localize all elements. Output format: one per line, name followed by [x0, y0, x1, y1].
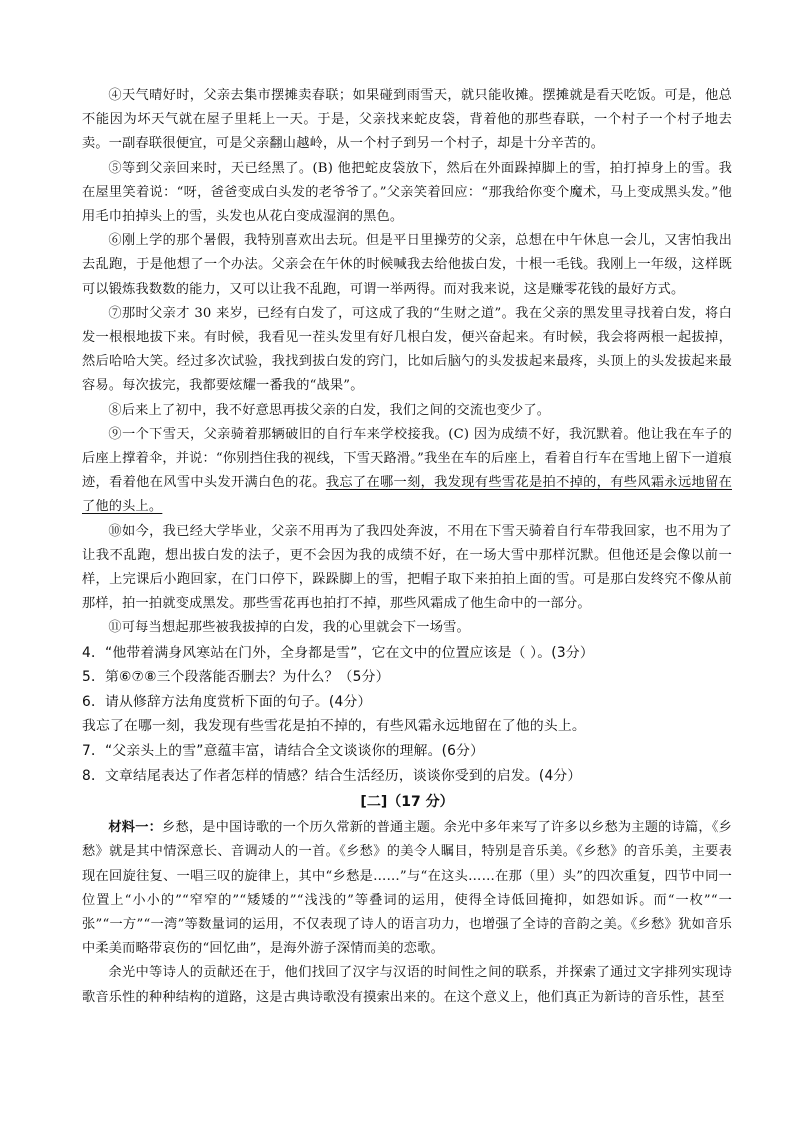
material-1-paragraph-2: 余光中等诗人的贡献还在于，他们找回了汉字与汉语的时间性之间的联系，并探索了通过文字排列实现诗歌音乐性的种种结构的道路，这是古典诗歌没有摸索出来的。在这个意义上，他们真正为新诗的音乐性，甚至 — [82, 965, 732, 1005]
passage-paragraph-11: ⑪可每当想起那些被我拔掉的白发，我的心里就会下一场雪。 — [108, 620, 470, 636]
question-4: 4．“他带着满身风寒站在门外，全身都是雪”，它在文中的位置应该是（ ）。(3分） — [82, 644, 594, 661]
material-1-text: 乡愁，是中国诗歌的一个历久常新的普通主题。余光中多年来写了许多以乡愁为主题的诗篇，《乡愁》就是其中情深意长、音调动人的一首。《乡愁》的美令人瞩目，特别是音乐美。《乡愁》的音乐美，主要表现在回旋往复、一唱三叹的旋律上，其中“乡愁是……”与“在这头……在那（里）头”的四次重复，四节中同一位置上“小小的”“窄窄的”“矮矮的”“浅浅的”等叠词的运用，使得全诗低回掩抑，如怨如诉。而“一枚”“一张”“一方”“一湾”等数量词的运用，不仅表现了诗人的语言功力，也增强了全诗的音韵之美。《乡愁》犹如音乐中柔美而略带哀伤的“回忆曲”，是海外游子深情而美的恋歌。 — [82, 820, 732, 957]
passage-paragraph-8: ⑧后来上了初中，我不好意思再拔父亲的白发，我们之间的交流也变少了。 — [108, 402, 551, 418]
passage-paragraph-4: ④天气晴好时，父亲去集市摆摊卖春联；如果碰到雨雪天，就只能收摊。摆摊就是看天吃饭。可是，他总不能因为坏天气就在屋子里耗上一天。于是，父亲找来蛇皮袋，背着他的那些春联，一个村子一个村子地去卖。一副春联很便宜，可是父亲翻山越岭，从一个村子到另一个村子，却是十分辛苦的。 — [82, 88, 732, 152]
underlined-sentence: 我忘了在哪一刻，我发现有些雪花是拍不掉的，有些风霜永远地留在了他的头上。 — [82, 475, 732, 515]
section-2-title: [二]（17 分） — [360, 794, 454, 811]
passage-paragraph-6: ⑥刚上学的那个暑假，我特别喜欢出去玩。但是平日里操劳的父亲，总想在中午休息一会儿，又害怕我出去乱跑，于是他想了一个办法。父亲会在午休的时候喊我去给他拔白发，十根一毛钱。我刚上一年级，这样既可以锻炼我数数的能力，又可以让我不乱跑，可谓一举两得。而对我来说，这是赚零花钱的最好方式。 — [82, 233, 732, 297]
passage-paragraph-7: ⑦那时父亲才 30 来岁，已经有白发了，可这成了我的“生财之道”。我在父亲的黑发里寻找着白发，将白发一根根地拔下来。有时候，我看见一茬头发里有好几根白发，便兴奋起来。有时候，我会将两根一起拔掉，然后哈哈大笑。经过多次试验，我找到拔白发的窍门，比如后脑勺的头发拔起来最疼，头顶上的头发拔起来最容易。每次拔完，我都要炫耀一番我的“战果”。 — [82, 305, 732, 394]
passage-paragraph-9 — [82, 423, 732, 520]
material-1-paragraph — [82, 816, 732, 961]
question-5: 5．第⑥⑦⑧三个段落能否删去？为什么？（5分） — [82, 669, 390, 686]
exam-page — [82, 84, 732, 1010]
question-7: 7．“父亲头上的雪”意蕴丰富，请结合全文谈谈你的理解。(6分） — [82, 743, 485, 760]
question-6: 6．请从修辞方法角度赏析下面的句子。(4分） — [82, 693, 372, 710]
passage-paragraph-5: ⑤等到父亲回来时，天已经黑了。(B) 他把蛇皮袋放下，然后在外面跺掉脚上的雪，拍打掉身上的雪。我在屋里笑着说：“呀，爸爸变成白头发的老爷爷了。”父亲笑着回应：“那我给你变个魔术，马上变成黑头发。”他用毛巾拍掉头上的雪，头发也从花白变成湿润的黑色。 — [82, 160, 732, 225]
question-8: 8．文章结尾表达了作者怎样的情感？结合生活经历，谈谈你受到的启发。(4分） — [82, 767, 582, 784]
material-1-label: 材料一： — [108, 820, 163, 836]
passage-paragraph-10: ⑩如今，我已经大学毕业，父亲不用再为了我四处奔波，不用在下雪天骑着自行车带我回家，也不用为了让我不乱跑，想出拔白发的法子，更不会因为我的成绩不好，在一场大雪中那样沉默。但他还是会像以前一样，上完课后小跑回家，在门口停下，跺跺脚上的雪，把帽子取下来拍拍上面的雪。可是那白发终究不像从前那样，拍一拍就变成黑发。那些雪花再也拍打不掉，那些风霜成了他生命中的一部分。 — [82, 523, 732, 612]
question-6-sentence: 我忘了在哪一刻，我发现有些雪花是拍不掉的，有些风霜永远地留在了他的头上。 — [82, 718, 586, 735]
paragraph-9-text: ⑨一个下雪天，父亲骑着那辆破旧的自行车来学校接我。(C) 因为成绩不好，我沉默着。他让我在车子的后座上撑着伞，并说：“你别挡住我的视线，下雪天路滑。”我坐在车的后座上，看着自行车在雪地上留下一道痕迹，看着他在风雪中头发开满白色的花。 — [82, 426, 732, 491]
